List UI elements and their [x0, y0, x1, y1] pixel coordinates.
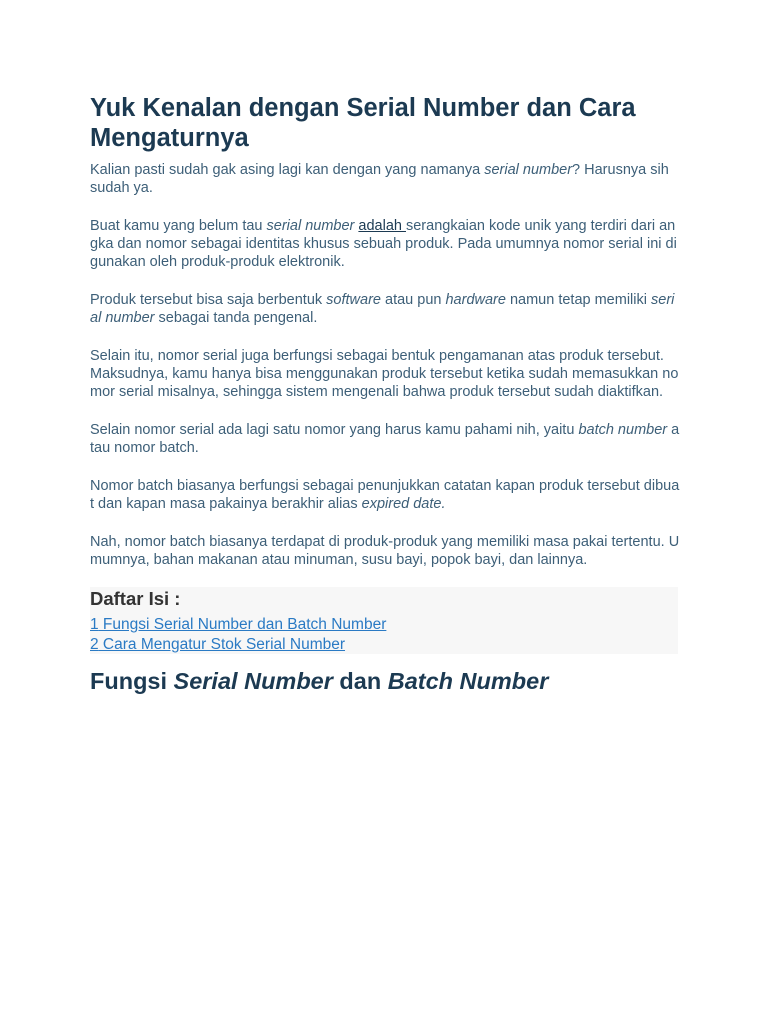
emphasis: Serial Number	[173, 668, 333, 694]
emphasis: batch number	[578, 422, 668, 438]
article-title: Yuk Kenalan dengan Serial Number dan Cara Mengaturnya	[90, 94, 636, 152]
toc-item-label[interactable]: Cara Mengatur Stok Serial Number	[98, 636, 346, 653]
emphasis: Batch Number	[387, 668, 549, 694]
text: serangkaian kode unik yang terdiri dari angka dan nomor sebagai identitas khusus sebuah produk. Pada umumnya nomor serial ini digunakan oleh produk-produk elektronik.	[90, 218, 677, 270]
text: Fungsi	[90, 668, 174, 694]
section-heading	[90, 667, 680, 695]
table-of-contents	[90, 587, 678, 654]
text: atau nomor batch.	[90, 422, 680, 456]
emphasis: serial number	[90, 292, 675, 326]
text: namun tetap memiliki	[505, 292, 651, 308]
toc-item[interactable]	[90, 636, 345, 654]
text: sebagai tanda pengenal.	[154, 310, 318, 326]
text: Selain nomor serial ada lagi satu nomor yang harus kamu pahami nih, yaitu	[90, 422, 579, 438]
paragraph-definition	[90, 217, 680, 271]
adalah-link[interactable]: adalah	[358, 218, 406, 234]
text: Produk tersebut bisa saja berbentuk	[90, 292, 327, 308]
text: dan	[332, 668, 388, 694]
toc-item-number: 1	[90, 616, 99, 633]
paragraph-product-type	[90, 291, 680, 327]
emphasis: serial number	[484, 162, 573, 178]
toc-title: Daftar Isi :	[90, 588, 181, 609]
text: Nomor batch biasanya berfungsi sebagai penunjukkan catatan kapan produk tersebut dibuat dan kapan masa pakainya berakhir alias	[90, 478, 680, 512]
paragraph-intro	[90, 161, 680, 197]
paragraph-batch-intro	[90, 421, 680, 457]
emphasis: hardware	[445, 292, 506, 308]
emphasis: software	[326, 292, 381, 308]
text: atau pun	[380, 292, 446, 308]
paragraph-batch-function	[90, 477, 680, 513]
emphasis: serial number	[266, 218, 355, 234]
toc-item-label[interactable]: Fungsi Serial Number dan Batch Number	[98, 616, 387, 633]
article	[90, 93, 680, 695]
paragraph-security: Selain itu, nomor serial juga berfungsi sebagai bentuk pengamanan atas produk tersebut. Maksudnya, kamu hanya bisa menggunakan produk tersebut ketika sudah memasukkan nomor serial misalnya, sehingga sistem mengenali bahwa produk tersebut sudah diaktifkan.	[90, 348, 679, 400]
toc-item-number: 2	[90, 636, 99, 653]
toc-item[interactable]	[90, 616, 386, 634]
text: Buat kamu yang belum tau	[90, 218, 267, 234]
text: ? Harusnya sih sudah ya.	[90, 162, 669, 196]
text: Kalian pasti sudah gak asing lagi kan dengan yang namanya	[90, 162, 485, 178]
emphasis: expired date.	[361, 496, 446, 512]
paragraph-batch-usage: Nah, nomor batch biasanya terdapat di produk-produk yang memiliki masa pakai tertentu. Umumnya, bahan makanan atau minuman, susu bayi, popok bayi, dan lainnya.	[90, 534, 680, 568]
